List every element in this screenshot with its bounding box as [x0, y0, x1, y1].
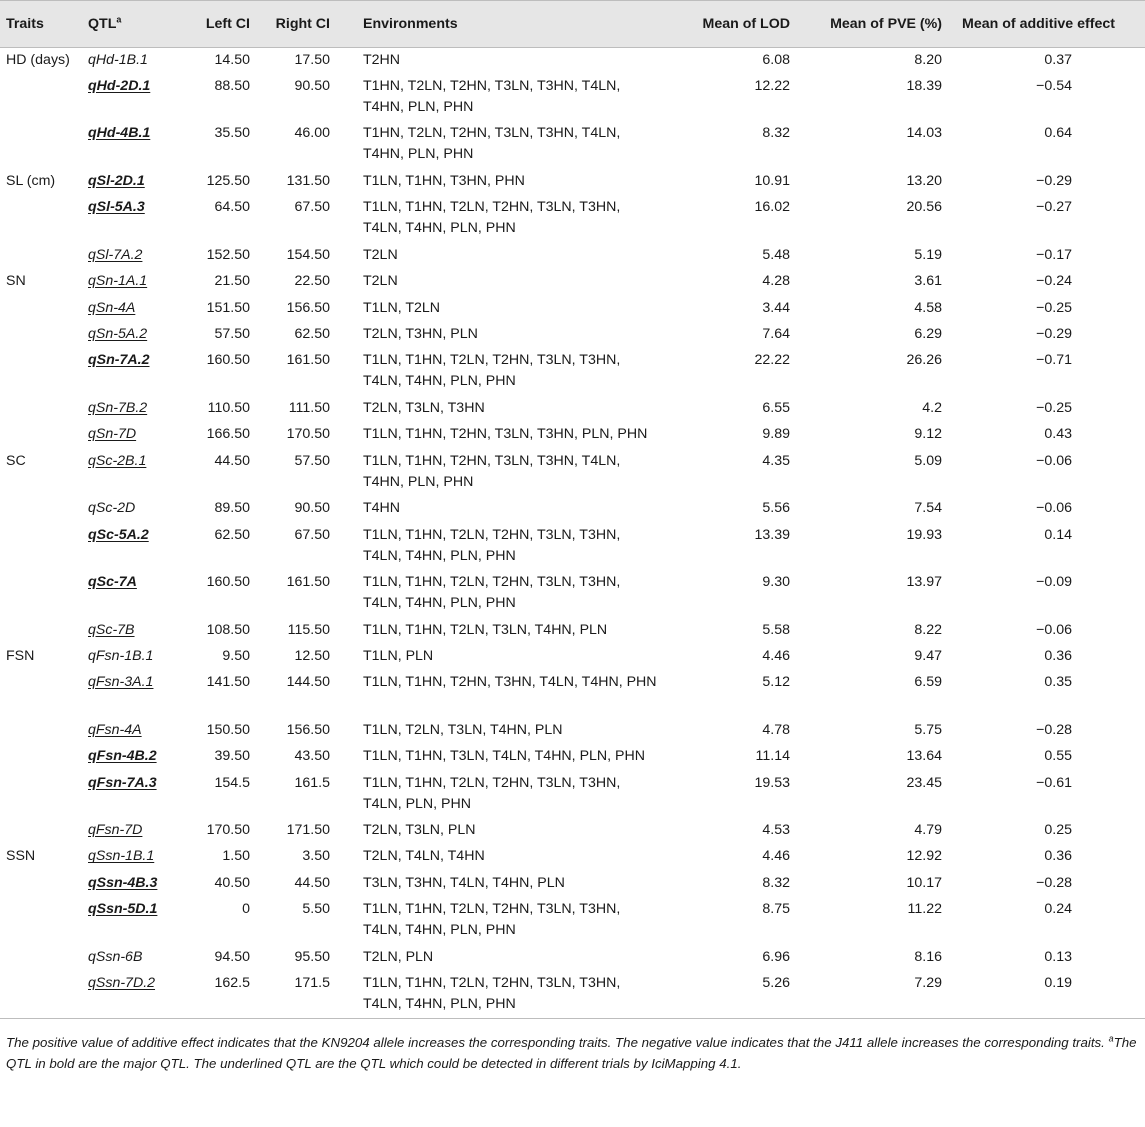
mean-lod-cell: 16.02	[754, 199, 790, 216]
qtl-name: qFsn-1B.1	[88, 647, 154, 664]
right-ci-cell: 154.50	[286, 246, 330, 263]
qtl-cell	[78, 618, 183, 644]
qtl-cell	[78, 348, 183, 396]
environments-cell: T1LN, T1HN, T2HN, T3HN, T4LN, T4HN, PHN	[363, 674, 657, 691]
mean-additive-cell: −0.29	[1036, 325, 1072, 342]
trait-cell	[0, 871, 78, 897]
table-row	[0, 771, 1145, 819]
mean-pve-cell: 19.93	[906, 526, 942, 543]
qtl-name: qSn-7A.2	[88, 352, 150, 369]
footnote-line-2: The QTL in bold are the major QTL. The underlined QTL are the QTL which could be detected in different trials by IciMapping 4.1.	[6, 1035, 1137, 1072]
environments-cell: T1LN, T1HN, T2LN, T2HN, T3LN, T3HN, T4LN, T4HN, PLN, PHN	[363, 574, 621, 612]
qtl-cell	[78, 818, 183, 844]
qtl-name: qSsn-7D.2	[88, 975, 156, 992]
qtl-cell	[78, 422, 183, 448]
mean-pve-cell: 20.56	[906, 199, 942, 216]
mean-lod-cell: 8.32	[762, 125, 790, 142]
mean-pve-cell: 7.29	[790, 971, 942, 1019]
qtl-name: qSsn-4B.3	[88, 874, 158, 891]
qtl-name: qSl-2D.1	[88, 172, 145, 189]
left-ci-cell: 64.50	[214, 199, 250, 216]
mean-pve-cell: 12.92	[906, 848, 942, 865]
mean-additive-cell: −0.71	[1036, 352, 1072, 369]
trait-cell	[0, 523, 78, 571]
table-row	[0, 818, 1145, 844]
environments-cell: T1LN, T1HN, T2HN, T3LN, T3HN, T4LN, T4HN, PLN, PHN	[363, 452, 621, 490]
left-ci-cell: 94.50	[214, 948, 250, 965]
environments-cell: T2LN, T3LN, T3HN	[363, 399, 485, 416]
left-ci-cell: 89.50	[214, 500, 250, 517]
header-traits: Traits	[0, 1, 78, 48]
trait-cell: FSN	[6, 647, 35, 664]
right-ci-cell: 131.50	[286, 172, 330, 189]
right-ci-cell: 161.5	[294, 774, 330, 791]
header-qtl-footnote-marker: a	[116, 14, 122, 25]
qtl-cell	[78, 644, 183, 670]
mean-pve-cell: 8.22	[914, 621, 942, 638]
trait-cell	[0, 348, 78, 396]
left-ci-cell: 9.50	[222, 647, 250, 664]
mean-lod-cell: 5.48	[762, 246, 790, 263]
left-ci-cell: 166.50	[206, 426, 250, 443]
qtl-cell	[78, 243, 183, 269]
qtl-cell	[78, 169, 183, 195]
left-ci-cell: 21.50	[214, 273, 250, 290]
mean-lod-cell: 10.91	[754, 172, 790, 189]
trait-cell	[0, 121, 78, 169]
qtl-name: qHd-4B.1	[88, 125, 151, 142]
qtl-name: qFsn-7D	[88, 822, 143, 839]
qtl-name: qSsn-1B.1	[88, 848, 155, 865]
mean-lod-cell: 6.08	[762, 52, 790, 68]
environments-cell: T1LN, T1HN, T3HN, PHN	[363, 172, 525, 189]
left-ci-cell: 160.50	[206, 574, 250, 591]
mean-additive-cell: 0.19	[942, 971, 1145, 1019]
table-row	[0, 348, 1145, 396]
right-ci-cell: 46.00	[294, 125, 330, 142]
mean-pve-cell: 3.61	[914, 273, 942, 290]
left-ci-cell: 162.5	[183, 971, 250, 1019]
table-row	[0, 169, 1145, 195]
qtl-cell	[78, 296, 183, 322]
left-ci-cell: 160.50	[206, 352, 250, 369]
trait-cell	[0, 496, 78, 522]
mean-lod-cell: 4.46	[762, 647, 790, 664]
qtl-name: qFsn-3A.1	[88, 674, 154, 691]
mean-additive-cell: 0.14	[1044, 526, 1072, 543]
environments-cell: T2LN, T3HN, PLN	[363, 325, 478, 342]
mean-lod-cell: 9.89	[762, 426, 790, 443]
right-ci-cell: 90.50	[294, 500, 330, 517]
table-row	[0, 496, 1145, 522]
mean-lod-cell: 3.44	[762, 299, 790, 316]
environments-cell: T1LN, T2LN	[363, 299, 441, 316]
qtl-cell	[78, 121, 183, 169]
mean-pve-cell: 5.75	[914, 721, 942, 738]
mean-pve-cell: 26.26	[906, 352, 942, 369]
qtl-cell	[78, 449, 183, 497]
mean-lod-cell: 8.75	[762, 901, 790, 918]
mean-pve-cell: 4.79	[914, 822, 942, 839]
header-mean-lod: Mean of LOD	[667, 1, 790, 48]
environments-cell: T2LN, T4LN, T4HN	[363, 848, 485, 865]
right-ci-cell: 67.50	[294, 199, 330, 216]
trait-cell	[0, 322, 78, 348]
table-row	[0, 744, 1145, 770]
trait-cell	[0, 771, 78, 819]
qtl-cell	[78, 670, 183, 718]
qtl-cell	[78, 322, 183, 348]
header-mean-additive: Mean of additive effect	[942, 1, 1145, 48]
mean-pve-cell: 5.09	[914, 452, 942, 469]
mean-additive-cell: 0.36	[1044, 647, 1072, 664]
qtl-cell	[78, 570, 183, 618]
environments-cell: T1LN, T1HN, T3LN, T4LN, T4HN, PLN, PHN	[363, 748, 646, 765]
right-ci-cell: 3.50	[302, 848, 330, 865]
mean-additive-cell: −0.24	[1036, 273, 1072, 290]
mean-pve-cell: 14.03	[906, 125, 942, 142]
right-ci-cell: 171.50	[286, 822, 330, 839]
mean-additive-cell: 0.55	[1044, 748, 1072, 765]
table-row	[0, 449, 1145, 497]
right-ci-cell: 62.50	[294, 325, 330, 342]
right-ci-cell: 115.50	[287, 621, 330, 638]
qtl-name: qFsn-4B.2	[88, 748, 157, 765]
left-ci-cell: 0	[242, 901, 250, 918]
environments-cell: T1LN, T2LN, T3LN, T4HN, PLN	[363, 721, 563, 738]
environments-cell: T1HN, T2LN, T2HN, T3LN, T3HN, T4LN, T4HN, PLN, PHN	[363, 125, 621, 163]
qtl-name: qSn-7D	[88, 426, 137, 443]
mean-additive-cell: −0.29	[1036, 172, 1072, 189]
mean-pve-cell: 13.20	[906, 172, 942, 189]
left-ci-cell: 40.50	[214, 874, 250, 891]
trait-cell	[0, 818, 78, 844]
qtl-name: qSn-7B.2	[88, 399, 148, 416]
right-ci-cell: 170.50	[286, 426, 330, 443]
environments-cell: T1LN, T1HN, T2LN, T2HN, T3LN, T3HN, T4LN, T4HN, PLN, PHN	[363, 901, 621, 939]
left-ci-cell: 154.5	[214, 774, 250, 791]
qtl-cell	[78, 74, 183, 122]
right-ci-cell: 44.50	[294, 874, 330, 891]
mean-additive-cell: −0.54	[1036, 77, 1072, 94]
table-row	[0, 296, 1145, 322]
mean-lod-cell: 5.58	[762, 621, 790, 638]
environments-cell: T3LN, T3HN, T4LN, T4HN, PLN	[363, 874, 565, 891]
trait-cell: SC	[6, 452, 26, 469]
right-ci-cell: 12.50	[294, 647, 330, 664]
left-ci-cell: 150.50	[206, 721, 250, 738]
trait-cell	[0, 195, 78, 243]
right-ci-cell: 95.50	[294, 948, 330, 965]
trait-cell: SN	[6, 273, 26, 290]
environments-cell: T1LN, T1HN, T2HN, T3LN, T3HN, PLN, PHN	[363, 426, 648, 443]
mean-lod-cell: 4.53	[762, 822, 790, 839]
qtl-name: qSc-7A	[88, 574, 137, 591]
qtl-name: qSc-2D	[88, 500, 136, 517]
mean-pve-cell: 5.19	[914, 246, 942, 263]
mean-pve-cell: 9.47	[914, 647, 942, 664]
table-row	[0, 945, 1145, 971]
environments-cell: T4HN	[363, 500, 401, 517]
mean-lod-cell: 4.78	[762, 721, 790, 738]
right-ci-cell: 161.50	[286, 574, 330, 591]
environments-cell: T1LN, T1HN, T2LN, T2HN, T3LN, T3HN, T4LN, T4HN, PLN, PHN	[363, 199, 621, 237]
right-ci-cell: 57.50	[294, 452, 330, 469]
left-ci-cell: 110.50	[207, 399, 250, 416]
table-row	[0, 121, 1145, 169]
trait-cell	[0, 718, 78, 744]
mean-additive-cell: 0.64	[1044, 125, 1072, 142]
environments-cell: T1LN, T1HN, T2LN, T2HN, T3LN, T3HN, T4LN, T4HN, PLN, PHN	[363, 352, 621, 390]
qtl-cell	[78, 48, 183, 74]
mean-additive-cell: −0.25	[1036, 399, 1072, 416]
left-ci-cell: 88.50	[214, 77, 250, 94]
qtl-cell	[78, 396, 183, 422]
mean-lod-cell: 5.56	[762, 500, 790, 517]
qtl-name: qSsn-5D.1	[88, 901, 158, 918]
table-row	[0, 195, 1145, 243]
trait-cell	[0, 971, 78, 1019]
left-ci-cell: 125.50	[206, 172, 250, 189]
mean-lod-cell: 6.55	[762, 399, 790, 416]
qtl-cell	[78, 744, 183, 770]
mean-additive-cell: 0.36	[1044, 848, 1072, 865]
mean-lod-cell: 9.30	[762, 574, 790, 591]
mean-pve-cell: 9.12	[914, 426, 942, 443]
left-ci-cell: 1.50	[222, 848, 250, 865]
trait-cell	[0, 570, 78, 618]
table-row	[0, 396, 1145, 422]
header-mean-pve: Mean of PVE (%)	[790, 1, 942, 48]
qtl-cell	[78, 523, 183, 571]
qtl-name: qSsn-6B	[88, 948, 143, 965]
qtl-cell	[78, 195, 183, 243]
right-ci-cell: 111.50	[288, 399, 330, 416]
qtl-cell	[78, 945, 183, 971]
table-row	[0, 644, 1145, 670]
table-row	[0, 523, 1145, 571]
trait-cell	[0, 243, 78, 269]
trait-cell	[0, 296, 78, 322]
right-ci-cell: 171.5	[250, 971, 335, 1019]
header-qtl	[78, 1, 183, 48]
left-ci-cell: 44.50	[214, 452, 250, 469]
mean-additive-cell: 0.37	[1044, 52, 1072, 68]
right-ci-cell: 43.50	[294, 748, 330, 765]
mean-pve-cell: 7.54	[914, 500, 942, 517]
mean-additive-cell: −0.61	[1036, 774, 1072, 791]
left-ci-cell: 57.50	[214, 325, 250, 342]
mean-lod-cell: 5.26	[667, 971, 790, 1019]
mean-lod-cell: 4.35	[762, 452, 790, 469]
mean-lod-cell: 13.39	[754, 526, 790, 543]
right-ci-cell: 22.50	[294, 273, 330, 290]
table-body	[0, 48, 1145, 1019]
table-footnote	[0, 1019, 1145, 1074]
right-ci-cell: 156.50	[286, 721, 330, 738]
mean-lod-cell: 5.12	[762, 674, 790, 691]
left-ci-cell: 14.50	[214, 52, 250, 68]
mean-pve-cell: 23.45	[906, 774, 942, 791]
table-row	[0, 322, 1145, 348]
environments-cell: T2LN	[363, 273, 398, 290]
qtl-name: qSc-5A.2	[88, 526, 149, 543]
environments-cell: T1LN, T1HN, T2LN, T2HN, T3LN, T3HN, T4LN, PLN, PHN	[363, 774, 621, 812]
left-ci-cell: 152.50	[206, 246, 250, 263]
qtl-cell	[78, 718, 183, 744]
table-row	[0, 48, 1145, 74]
qtl-cell	[78, 269, 183, 295]
mean-pve-cell: 6.59	[914, 674, 942, 691]
trait-cell: SSN	[6, 848, 36, 865]
trait-cell	[0, 396, 78, 422]
table-row	[0, 74, 1145, 122]
footnote-line-1: The positive value of additive effect indicates that the KN9204 allele increases the corresponding traits. The negative value indicates that the J411 allele increases the corresponding traits.	[6, 1035, 1105, 1051]
mean-additive-cell: −0.06	[1036, 500, 1072, 517]
mean-additive-cell: −0.27	[1036, 199, 1072, 216]
trait-cell	[0, 422, 78, 448]
mean-additive-cell: 0.25	[1044, 822, 1072, 839]
mean-pve-cell: 11.22	[907, 901, 942, 918]
left-ci-cell: 170.50	[206, 822, 250, 839]
table-row	[0, 243, 1145, 269]
table-row	[0, 269, 1145, 295]
mean-additive-cell: −0.06	[1036, 621, 1072, 638]
mean-pve-cell: 4.58	[914, 299, 942, 316]
qtl-name: qSn-1A.1	[88, 273, 148, 290]
left-ci-cell: 62.50	[214, 526, 250, 543]
mean-pve-cell: 4.2	[922, 399, 942, 416]
mean-pve-cell: 6.29	[914, 325, 942, 342]
right-ci-cell: 161.50	[286, 352, 330, 369]
right-ci-cell: 90.50	[294, 77, 330, 94]
trait-cell	[0, 74, 78, 122]
qtl-name: qSl-7A.2	[88, 246, 143, 263]
mean-additive-cell: −0.06	[1036, 452, 1072, 469]
right-ci-cell: 144.50	[286, 674, 330, 691]
trait-cell	[0, 618, 78, 644]
left-ci-cell: 151.50	[206, 299, 250, 316]
table-row	[0, 971, 1145, 1019]
qtl-cell	[78, 871, 183, 897]
trait-cell: HD (days)	[6, 52, 70, 68]
environments-cell: T1HN, T2LN, T2HN, T3LN, T3HN, T4LN, T4HN, PLN, PHN	[363, 77, 621, 115]
environments-cell: T2HN	[363, 52, 401, 68]
left-ci-cell: 108.50	[206, 621, 250, 638]
table-row	[0, 618, 1145, 644]
mean-additive-cell: 0.24	[1044, 901, 1072, 918]
qtl-name: qFsn-4A	[88, 721, 142, 738]
table-row	[0, 844, 1145, 870]
qtl-cell	[78, 844, 183, 870]
mean-additive-cell: −0.25	[1036, 299, 1072, 316]
qtl-name: qSc-2B.1	[88, 452, 147, 469]
trait-cell	[0, 670, 78, 718]
mean-lod-cell: 8.32	[762, 874, 790, 891]
left-ci-cell: 35.50	[214, 125, 250, 142]
qtl-name: qSc-7B	[88, 621, 135, 638]
qtl-cell	[78, 771, 183, 819]
table-row	[0, 897, 1145, 945]
qtl-name: qSn-4A	[88, 299, 136, 316]
mean-lod-cell: 12.22	[754, 77, 790, 94]
table-header	[0, 1, 1145, 48]
mean-additive-cell: −0.28	[1036, 721, 1072, 738]
mean-additive-cell: 0.35	[1044, 674, 1072, 691]
mean-additive-cell: 0.43	[1044, 426, 1072, 443]
qtl-name: qSl-5A.3	[88, 199, 145, 216]
environments-cell: T1LN, T1HN, T2LN, T2HN, T3LN, T3HN, T4LN, T4HN, PLN, PHN	[335, 971, 667, 1019]
qtl-name: qHd-2D.1	[88, 77, 151, 94]
mean-additive-cell: −0.17	[1036, 246, 1072, 263]
environments-cell: T1LN, T1HN, T2LN, T3LN, T4HN, PLN	[363, 621, 608, 638]
table-row	[0, 570, 1145, 618]
right-ci-cell: 156.50	[286, 299, 330, 316]
qtl-name: qSn-5A.2	[88, 325, 148, 342]
qtl-cell	[78, 496, 183, 522]
mean-lod-cell: 7.64	[762, 325, 790, 342]
mean-additive-cell: 0.13	[1044, 948, 1072, 965]
mean-lod-cell: 19.53	[754, 774, 790, 791]
trait-cell: SL (cm)	[6, 172, 56, 189]
header-environments: Environments	[335, 1, 667, 48]
right-ci-cell: 5.50	[302, 901, 330, 918]
trait-cell	[0, 945, 78, 971]
qtl-cell	[78, 971, 183, 1019]
mean-pve-cell: 10.17	[906, 874, 942, 891]
mean-additive-cell: −0.28	[1036, 874, 1072, 891]
trait-cell	[0, 744, 78, 770]
left-ci-cell: 39.50	[214, 748, 250, 765]
mean-pve-cell: 13.97	[906, 574, 942, 591]
mean-pve-cell: 18.39	[906, 77, 942, 94]
table-row	[0, 871, 1145, 897]
header-right-ci: Right CI	[250, 1, 335, 48]
qtl-name: qHd-1B.1	[88, 52, 148, 68]
mean-lod-cell: 4.28	[762, 273, 790, 290]
mean-pve-cell: 8.16	[914, 948, 942, 965]
trait-cell	[0, 897, 78, 945]
mean-lod-cell: 6.96	[762, 948, 790, 965]
right-ci-cell: 17.50	[294, 52, 330, 68]
environments-cell: T1LN, T1HN, T2LN, T2HN, T3LN, T3HN, T4LN, T4HN, PLN, PHN	[363, 526, 621, 564]
right-ci-cell: 67.50	[294, 526, 330, 543]
table-row	[0, 718, 1145, 744]
environments-cell: T2LN, PLN	[363, 948, 434, 965]
footnote-marker: a	[1108, 1033, 1114, 1044]
table-row	[0, 670, 1145, 718]
qtl-cell	[78, 897, 183, 945]
environments-cell: T2LN	[363, 246, 398, 263]
environments-cell: T2LN, T3LN, PLN	[363, 822, 476, 839]
qtl-name: qFsn-7A.3	[88, 774, 157, 791]
mean-pve-cell: 8.20	[914, 52, 942, 68]
environments-cell: T1LN, PLN	[363, 647, 434, 664]
mean-lod-cell: 11.14	[755, 748, 790, 765]
mean-lod-cell: 4.46	[762, 848, 790, 865]
mean-additive-cell: −0.09	[1036, 574, 1072, 591]
table-row	[0, 422, 1145, 448]
mean-pve-cell: 13.64	[906, 748, 942, 765]
header-qtl-label: QTL	[88, 16, 117, 32]
header-left-ci: Left CI	[183, 1, 250, 48]
left-ci-cell: 141.50	[206, 674, 250, 691]
mean-lod-cell: 22.22	[754, 352, 790, 369]
